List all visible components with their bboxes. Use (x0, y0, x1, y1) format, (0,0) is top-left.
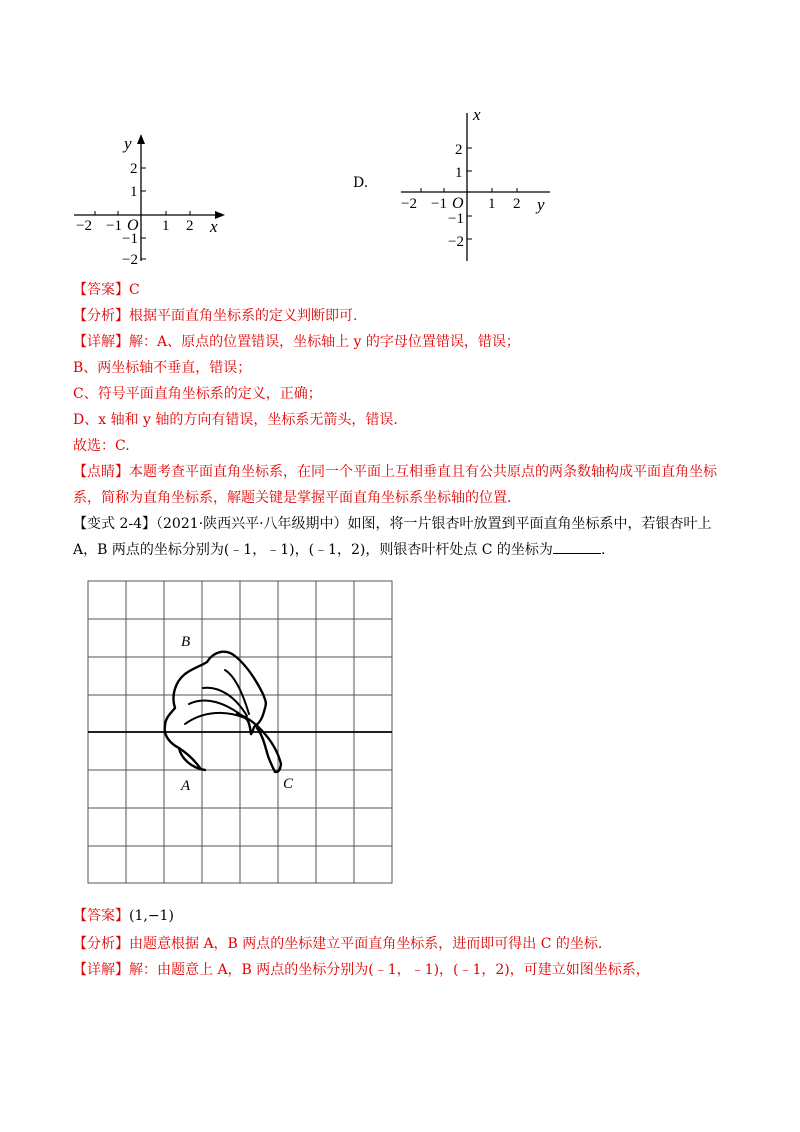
y-tick-label: 2 (130, 161, 138, 177)
analysis-text: 根据平面直角坐标系的定义判断即可. (129, 308, 358, 324)
option-d-graph (395, 103, 560, 265)
problem-line-1 (73, 514, 712, 534)
detail-line-4: D、x 轴和 y 轴的方向有错误，坐标系无箭头，错误. (73, 412, 398, 428)
answer-tag: 【答案】 (73, 282, 129, 298)
detail-tag: 【详解】 (73, 334, 129, 350)
v-tick-label: 2 (455, 142, 463, 158)
answer-blank (553, 539, 601, 554)
problem-text: （2021·陕西兴平·八年级期中）如图，将一片银杏叶放置到平面直角坐标系中，若银杏叶上 (156, 516, 712, 532)
problem-line-2 (73, 539, 605, 560)
x-tick-label: −2 (401, 196, 417, 212)
comment-line-1 (73, 462, 717, 482)
x-axis-label: x (210, 217, 218, 236)
answer-tag: 【答案】 (73, 908, 129, 924)
analysis-text: 由题意根据 A，B 两点的坐标建立平面直角坐标系，进而即可得出 C 的坐标. (129, 936, 603, 952)
x-tick-label: 1 (488, 196, 496, 212)
problem-text-2: A，B 两点的坐标分别为(﹣1，﹣1)，(﹣1，2)，则银杏叶杆处点 C 的坐标为 (73, 542, 553, 558)
point-c-label: C (283, 776, 294, 792)
ginkgo-leaf (165, 652, 281, 772)
answer-value: (1,−1) (129, 908, 174, 924)
analysis-tag: 【分析】 (73, 308, 129, 324)
x-tick-label: 2 (186, 218, 194, 234)
answer-line-1 (73, 280, 140, 300)
y-tick-label: −1 (122, 231, 138, 247)
leaf-veins (185, 670, 249, 724)
v-tick-label: 1 (455, 165, 463, 181)
x-tick-label: −1 (106, 218, 122, 234)
detail-line-2: B、两坐标轴不垂直，错误； (73, 360, 252, 376)
point-a-label: A (181, 778, 191, 794)
origin-label: O (127, 217, 139, 234)
answer-line-2 (73, 906, 174, 926)
problem-end: . (600, 542, 606, 558)
y-axis-arrow (137, 134, 145, 144)
origin-label: O (452, 195, 464, 212)
ginkgo-grid-figure (85, 578, 397, 888)
vertical-axis-label: x (473, 105, 481, 124)
analysis-line-1 (73, 306, 357, 326)
problem-tag: 【变式 2-4】 (73, 516, 156, 532)
option-c-graph (70, 133, 230, 268)
detail-tag: 【详解】 (73, 962, 129, 978)
x-tick-label: −1 (431, 196, 447, 212)
v-tick-label: −1 (448, 211, 464, 227)
detail-line-5 (73, 960, 650, 980)
v-tick-label: −2 (448, 234, 464, 250)
detail-line-3: C、符号平面直角坐标系的定义，正确； (73, 386, 322, 402)
answer-value: C (129, 282, 140, 298)
comment-text: 本题考查平面直角坐标系，在同一个平面上互相垂直且有公共原点的两条数轴构成平面直角坐标 (129, 464, 717, 480)
y-tick-label: 1 (130, 184, 138, 200)
x-tick-label: 1 (162, 218, 170, 234)
x-tick-label: −2 (76, 218, 92, 234)
x-tick-label: 2 (513, 196, 521, 212)
comment-line-2: 系，简称为直角坐标系，解题关键是掌握平面直角坐标系坐标轴的位置. (73, 490, 512, 506)
point-b-label: B (181, 634, 191, 650)
detail-text: 解：A、原点的位置错误，坐标轴上 y 的字母位置错误，错误； (129, 334, 520, 350)
detail-text: 解：由题意上 A，B 两点的坐标分别为(﹣1，﹣1)，(﹣1，2)，可建立如图坐标系， (129, 962, 650, 978)
horizontal-axis-label: y (537, 195, 545, 214)
option-d-label: D. (353, 175, 369, 191)
conclusion-line: 故选：C. (73, 438, 130, 454)
y-tick-label: −2 (122, 252, 138, 268)
comment-tag: 【点睛】 (73, 464, 129, 480)
analysis-line-2 (73, 934, 602, 954)
y-axis-label: y (124, 134, 132, 153)
analysis-tag: 【分析】 (73, 936, 129, 952)
detail-line-1 (73, 332, 520, 352)
